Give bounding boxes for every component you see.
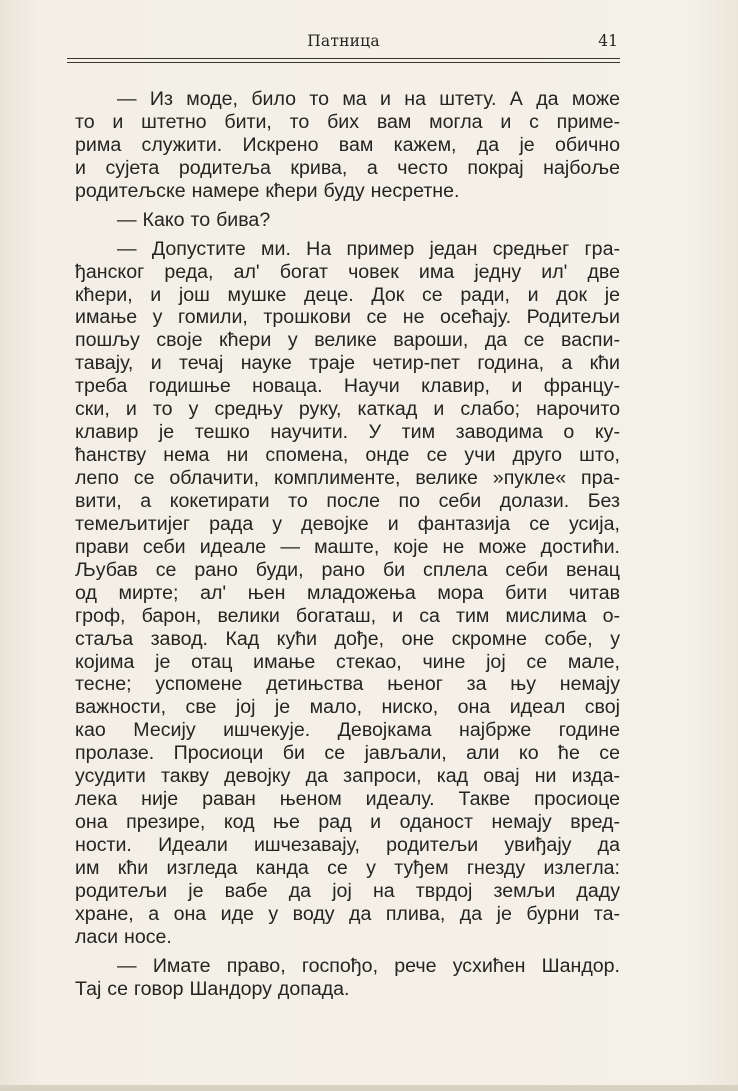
text-line: ски, и то у средњу руку, каткад и слабо; нарочито <box>75 398 620 421</box>
text-line: тавају, и течај науке траје четир-пет година, а кћи <box>75 352 620 375</box>
text-line: клавир је тешко научити. У тим заводима о ку- <box>75 421 620 444</box>
text-line: ласи носе. <box>75 925 172 948</box>
text-line: кћери, и још мушке деце. Док се ради, и док је <box>75 283 620 306</box>
text-line: и сујета родитеља крива, а често покрај најбоље <box>75 156 620 179</box>
text-line: од мирте; ал' њен младожења мора бити читав <box>75 581 620 604</box>
body-text <box>75 88 620 1001</box>
text-line: треба годишње новаца. Научи клавир, и францу- <box>75 375 620 398</box>
text-line: темељитијег рада у девојке и фантазија се усија, <box>75 512 620 535</box>
page-header <box>67 28 620 62</box>
text-line: стаља завод. Кад кући дође, оне скромне собе, у <box>75 627 620 650</box>
header-rule-top <box>67 58 620 59</box>
text-line: ђанског реда, ал' богат човек има једну ил' две <box>75 260 620 283</box>
text-line: ности. Идеали ишчезавају, родитељи увиђају да <box>75 834 620 856</box>
text-line: лека није раван њеном идеалу. Такве просиоце <box>75 788 620 811</box>
paragraph <box>75 209 620 232</box>
running-title: Патница <box>307 32 380 50</box>
page-bottom-edge <box>0 1085 738 1091</box>
text-line: гроф, барон, велики богаташ, и са тим мислима о- <box>75 604 620 627</box>
text-line: то и штетно бити, то бих вам могла и с приме- <box>75 110 620 133</box>
paragraph <box>75 238 620 949</box>
text-line: им кћи изгледа канда се у туђем гнезду излегла: <box>75 856 620 879</box>
page-number: 41 <box>598 32 618 50</box>
text-line: прави себи идеале — маште, које не може достићи. <box>75 535 620 558</box>
text-line: пошљу своје кћери у велике вароши, да се васпи- <box>75 329 620 352</box>
text-line: рима служити. Искрено вам кажем, да је обично <box>75 133 620 156</box>
text-line: родитељске намере кћери буду несретне. <box>75 179 460 202</box>
text-line: хране, а она иде у воду да плива, да је бурни та- <box>75 902 620 925</box>
text-line: Љубав се рано буди, рано би сплела себи венац <box>75 558 620 581</box>
text-line: Тај се говор Шандору допада. <box>75 977 350 1000</box>
text-line: — Како то бива? <box>117 208 271 231</box>
paragraph <box>75 955 620 1001</box>
text-line: вити, а кокетирати то после по себи долази. Без <box>75 489 620 512</box>
text-line: она презире, код ње рад и оданост немају вред- <box>75 811 620 834</box>
text-line: којима је отац имање стекао, чине јој се мале, <box>75 650 620 673</box>
text-line: родитељи је вабе да јој на тврдој земљи даду <box>75 879 620 902</box>
text-line: — Из моде, било то ма и на штету. А да може <box>117 88 620 110</box>
text-line: тесне; успомене детињства њеног за њу немају <box>75 673 620 696</box>
text-line: пролазе. Просиоци би се јављали, али ко ће се <box>75 742 620 765</box>
text-line: као Месију ишчекује. Девојкама најбрже године <box>75 719 620 742</box>
text-line: ћанству нема ни спомена, онде се учи друго што, <box>75 444 620 467</box>
text-line: — Допустите ми. На пример један средњег гра- <box>117 237 620 260</box>
text-line: усудити такву девојку да запроси, кад овај ни изда- <box>75 765 620 788</box>
text-line: — Имате право, госпођо, рече усхићен Шандор. <box>117 954 620 977</box>
text-line: имање у гомили, трошкови се не осећају. Родитељи <box>75 306 620 329</box>
header-rule-bottom <box>67 62 620 63</box>
text-line: важности, све јој је мало, ниско, она идеал свој <box>75 696 620 719</box>
paragraph <box>75 88 620 203</box>
text-line: лепо се облачити, комплименте, велике »пукле« пра- <box>75 467 620 489</box>
